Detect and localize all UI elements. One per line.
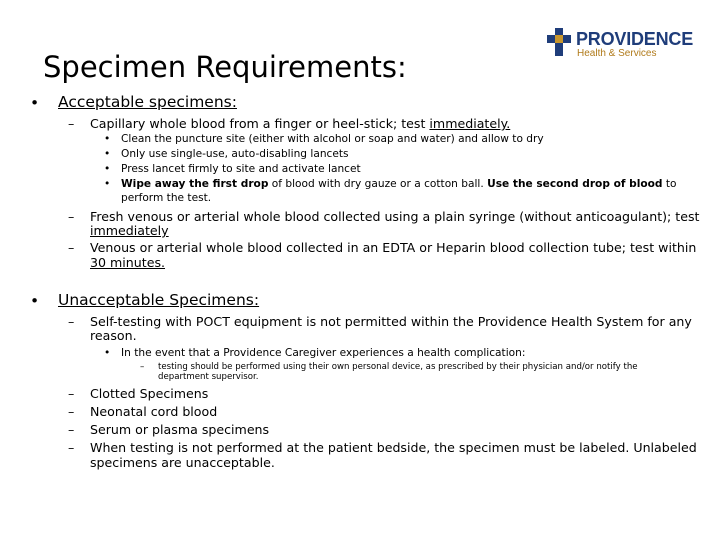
venous-blood-emphasis: 30 minutes. — [90, 255, 166, 270]
capillary-step-3: Press lancet firmly to site and activate lancet — [121, 163, 361, 175]
bedside-line-1: When testing is not performed at the patient bedside, the specimen must be labeled. Unlabeled — [90, 440, 697, 455]
fresh-blood-line-2 — [90, 223, 169, 238]
logo-subtitle: Health & Services — [577, 48, 657, 59]
capillary-step-2: Only use single-use, auto-disabling lancets — [121, 148, 349, 160]
wipe-step-text-1: of blood with dry gauze or a cotton ball. — [268, 178, 488, 190]
bullet-marker: • — [104, 133, 111, 145]
dash-marker: – — [140, 362, 145, 372]
wipe-step-continuation: perform the test. — [121, 192, 212, 204]
providence-cross-icon — [546, 26, 572, 58]
dash-marker: – — [68, 404, 75, 419]
bedside-line-2: specimens are unacceptable. — [90, 455, 275, 470]
unacceptable-item-2: Neonatal cord blood — [90, 404, 218, 419]
wipe-step — [121, 178, 677, 190]
capillary-item — [90, 116, 510, 131]
unacceptable-heading — [58, 291, 259, 309]
bullet-marker: • — [30, 94, 40, 112]
bullet-marker: • — [104, 347, 111, 359]
personal-device-line-1: testing should be performed using their own personal device, as prescribed by their physician and/or notify the — [158, 362, 638, 372]
dash-marker: – — [68, 314, 75, 329]
acceptable-heading — [58, 93, 237, 111]
fresh-blood-emphasis: immediately — [90, 223, 169, 238]
dash-marker: – — [68, 386, 75, 401]
dash-marker: – — [68, 240, 75, 255]
personal-device-line-2: department supervisor. — [158, 372, 259, 382]
self-testing-line-2: reason. — [90, 328, 137, 343]
wipe-step-bold-2: Use the second drop of blood — [487, 178, 663, 190]
wipe-step-text-2: to — [662, 178, 677, 190]
bullet-marker: • — [104, 163, 111, 175]
dash-marker: – — [68, 209, 75, 224]
caregiver-note: In the event that a Providence Caregiver experiences a health complication: — [121, 347, 526, 359]
bullet-marker: • — [104, 148, 111, 160]
unacceptable-item-3: Serum or plasma specimens — [90, 422, 270, 437]
logo-brand: PROVIDENCE — [576, 29, 694, 49]
providence-logo — [546, 26, 706, 62]
bullet-marker: • — [104, 178, 111, 190]
fresh-blood-line-1: Fresh venous or arterial whole blood collected using a plain syringe (without anticoagulant); test — [90, 209, 700, 224]
venous-blood-line-1: Venous or arterial whole blood collected in an EDTA or Heparin blood collection tube; test within — [90, 240, 697, 255]
dash-marker: – — [68, 116, 75, 131]
capillary-text: Capillary whole blood from a finger or heel-stick; test — [90, 116, 430, 131]
dash-marker: – — [68, 422, 75, 437]
wipe-step-bold-1: Wipe away the first drop — [121, 178, 269, 190]
bullet-marker: • — [30, 292, 40, 310]
capillary-emphasis: immediately. — [429, 116, 511, 131]
dash-marker: – — [68, 440, 75, 455]
self-testing-line-1: Self-testing with POCT equipment is not permitted within the Providence Health System for any — [90, 314, 692, 329]
slide-title: Specimen Requirements: — [43, 50, 407, 84]
unacceptable-heading-text: Unacceptable Specimens: — [58, 291, 260, 309]
capillary-step-1: Clean the puncture site (either with alcohol or soap and water) and allow to dry — [121, 133, 544, 145]
venous-blood-line-2 — [90, 255, 165, 270]
unacceptable-item-1: Clotted Specimens — [90, 386, 209, 401]
acceptable-heading-text: Acceptable specimens: — [58, 93, 237, 111]
